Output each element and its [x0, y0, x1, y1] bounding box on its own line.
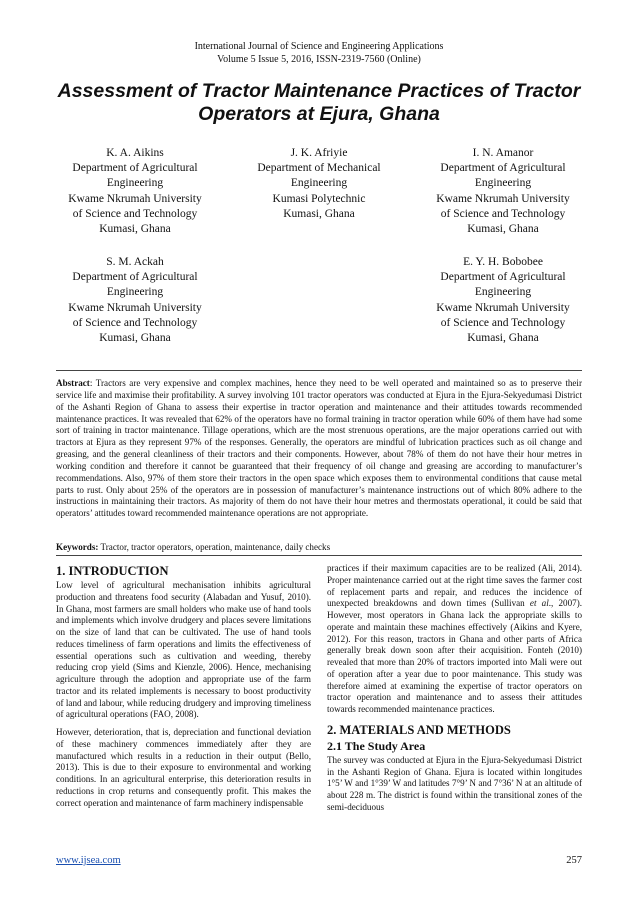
title-line-1: Assessment of Tractor Maintenance Practices of Tractor — [57, 80, 581, 102]
author-affiliation: Engineering — [106, 286, 164, 299]
abstract-text: : Tractors are very expensive and complex machines, hence they need to be well operated and maintained so as to preserve their service life and maximise their profitability. A survey involving 101 tractor operators was conducted at Ejura in the Ejura-Sekyedumasi District of the Ashanti Region of Ghana to assess their expertise in tractor operation and maintenance and their attitudes towards recommended maintenance practices. It was revealed that 62% of the operators have no formal training in tractor operation while 60% of them have had some sort of training in tractor maintenance. Tillage operations, which are the most strenuous operations, are the major operations carried out with tractors at Ejura as they represent 97% of the responses. Generally, the operators are mindful of lubrication practices such as oil change and greasing, and the general cleanliness of their tractors and their components. However, about 78% of them do not have their hour metres in working condition and therefore it cannot be guaranteed that their frequency of oil change and greasing are according to manufacturer’s recommendations. Also, 97% of them store their tractors in the open space which exposes them to environmental conditions that cause metal parts to rust. Only about 25% of the operators are in possession of manufacturer’s maintenance instructions out of which 80% adhere to the instructions in maintaining their tractors. As majority of them do not have their hour metres and thermostats operational, it could be said that operators’ attitudes toward recommended maintenance operations are not appropriate. — [56, 378, 582, 519]
author-affiliation: Kumasi, Ghana — [283, 207, 355, 220]
paragraph-text: ., 2007). However, most operators in Ghana lack the appropriate skills to operate and maintain these machines effectively (Aikins and Kyere, 2012). For this reason, tractors in Ghana and other parts of Africa generally break down soon after their acquisition. Fonteh (2010) revealed that more than 20% of tractors imported into Mali were out of operation after a year due to poor maintenance. This study was therefore aimed at examining the expertise of tractor operators on tractor operation and maintenance and to assess their attitudes towards recommended maintenance practices. — [327, 598, 582, 714]
author-affiliation: of Science and Technology — [72, 316, 198, 329]
author-affiliation: Department of Agricultural — [72, 271, 198, 284]
paragraph-text: practices if their maximum capacities are to be realized (Ali, 2014). Proper maintenance carried out at the right time saves the farmer cost of replacement parts and repair, and reduces the incidence of unexpected breakdowns and down times (Sullivan — [327, 563, 582, 609]
left-column — [56, 563, 311, 815]
author-affiliation: Kwame Nkrumah University — [436, 301, 570, 314]
author-affiliation: Engineering — [474, 177, 532, 190]
paragraph: Low level of agricultural mechanisation inhibits agricultural production and threatens food security (Alabadan and Yusuf, 2010). In Ghana, most farmers are small holders who make use of hand tools and implements which involve drudgery and places severe limitations on the size of land that can be cultivated. The use of hand tools reduces timeliness of farm operations and limits the effectiveness of essential operations such as cultivation and weeding, thereby reducing crop yield (Sims and Kienzle, 2006). Hence, mechanising agriculture through the adoption and appropriate use of the farm tractor and its related implements is necessary to boost productivity of land and labour, while reducing drudgery and improving timeliness of agricultural operations (FAO, 2008). — [56, 580, 311, 720]
journal-url-link[interactable]: www.ijsea.com — [56, 855, 121, 866]
author-block-bobobee — [413, 255, 593, 346]
author-affiliation: of Science and Technology — [440, 207, 566, 220]
journal-header — [0, 40, 638, 66]
author-affiliation: Kwame Nkrumah University — [68, 301, 202, 314]
author-affiliation: Department of Agricultural — [72, 162, 198, 175]
author-affiliation: Kwame Nkrumah University — [68, 192, 202, 205]
author-affiliation: Kumasi, Ghana — [99, 223, 171, 236]
author-affiliation: Department of Agricultural — [440, 271, 566, 284]
author-affiliation: of Science and Technology — [440, 316, 566, 329]
author-affiliation: Kumasi, Ghana — [467, 332, 539, 345]
keywords-text: Tractor, tractor operators, operation, maintenance, daily checks — [98, 542, 331, 552]
keywords-label: Keywords: — [56, 542, 99, 552]
author-affiliation: Engineering — [290, 177, 348, 190]
author-name: K. A. Aikins — [106, 147, 164, 159]
et-al-italic: et al — [529, 598, 549, 609]
paragraph: However, deterioration, that is, depreciation and functional deviation of these machinery commences immediately after they are manufactured which results in a reduction in their output (Bello, 2013). This is due to their exposure to environmental and working conditions. In an agricultural enterprise, this deterioration results in reductions in crop returns and consequently profit. This makes the correct operation and maintenance of farm machinery indispensable — [56, 727, 311, 808]
title-line-2: Operators at Ejura, Ghana — [198, 103, 440, 125]
author-affiliation: Kwame Nkrumah University — [436, 192, 570, 205]
abstract — [56, 378, 582, 520]
author-name: S. M. Ackah — [106, 256, 164, 268]
keywords-bottom-rule — [56, 555, 582, 556]
author-affiliation: Kumasi Polytechnic — [272, 192, 366, 205]
paragraph: The survey was conducted at Ejura in the Ejura-Sekyedumasi District in the Ashanti Region of Ghana. Ejura is located within longitudes 1°5’ W and 1°39’ W and latitudes 7°9’ N and 7°36’ N at an altitude of about 228 m. The district is found within the transitional zones of the semi-deciduous — [327, 754, 582, 812]
author-name: I. N. Amanor — [472, 147, 534, 159]
author-block-ackah — [45, 255, 225, 346]
journal-volume: Volume 5 Issue 5, 2016, ISSN-2319-7560 (Online) — [217, 54, 421, 65]
paper-title — [40, 80, 598, 126]
author-affiliation: of Science and Technology — [72, 207, 198, 220]
author-affiliation: Department of Agricultural — [440, 162, 566, 175]
author-affiliation: Kumasi, Ghana — [467, 223, 539, 236]
section-heading-materials-methods: 2. MATERIALS AND METHODS — [327, 722, 511, 737]
author-affiliation: Engineering — [106, 177, 164, 190]
author-affiliation: Department of Mechanical — [257, 162, 381, 175]
right-column — [327, 563, 582, 820]
author-block-amanor — [413, 146, 593, 237]
abstract-top-rule — [56, 370, 582, 371]
author-block-aikins — [45, 146, 225, 237]
abstract-label: Abstract — [56, 378, 90, 388]
paragraph — [327, 563, 582, 716]
author-name: E. Y. H. Bobobee — [463, 256, 543, 268]
journal-name: International Journal of Science and Engineering Applications — [194, 41, 444, 52]
subsection-heading-study-area: 2.1 The Study Area — [327, 738, 426, 753]
author-block-afriyie — [229, 146, 409, 222]
keywords — [56, 541, 582, 553]
author-affiliation: Kumasi, Ghana — [99, 332, 171, 345]
author-name: J. K. Afriyie — [290, 147, 348, 159]
section-heading-introduction: 1. INTRODUCTION — [56, 564, 169, 578]
page-number: 257 — [566, 855, 582, 866]
author-affiliation: Engineering — [474, 286, 532, 299]
